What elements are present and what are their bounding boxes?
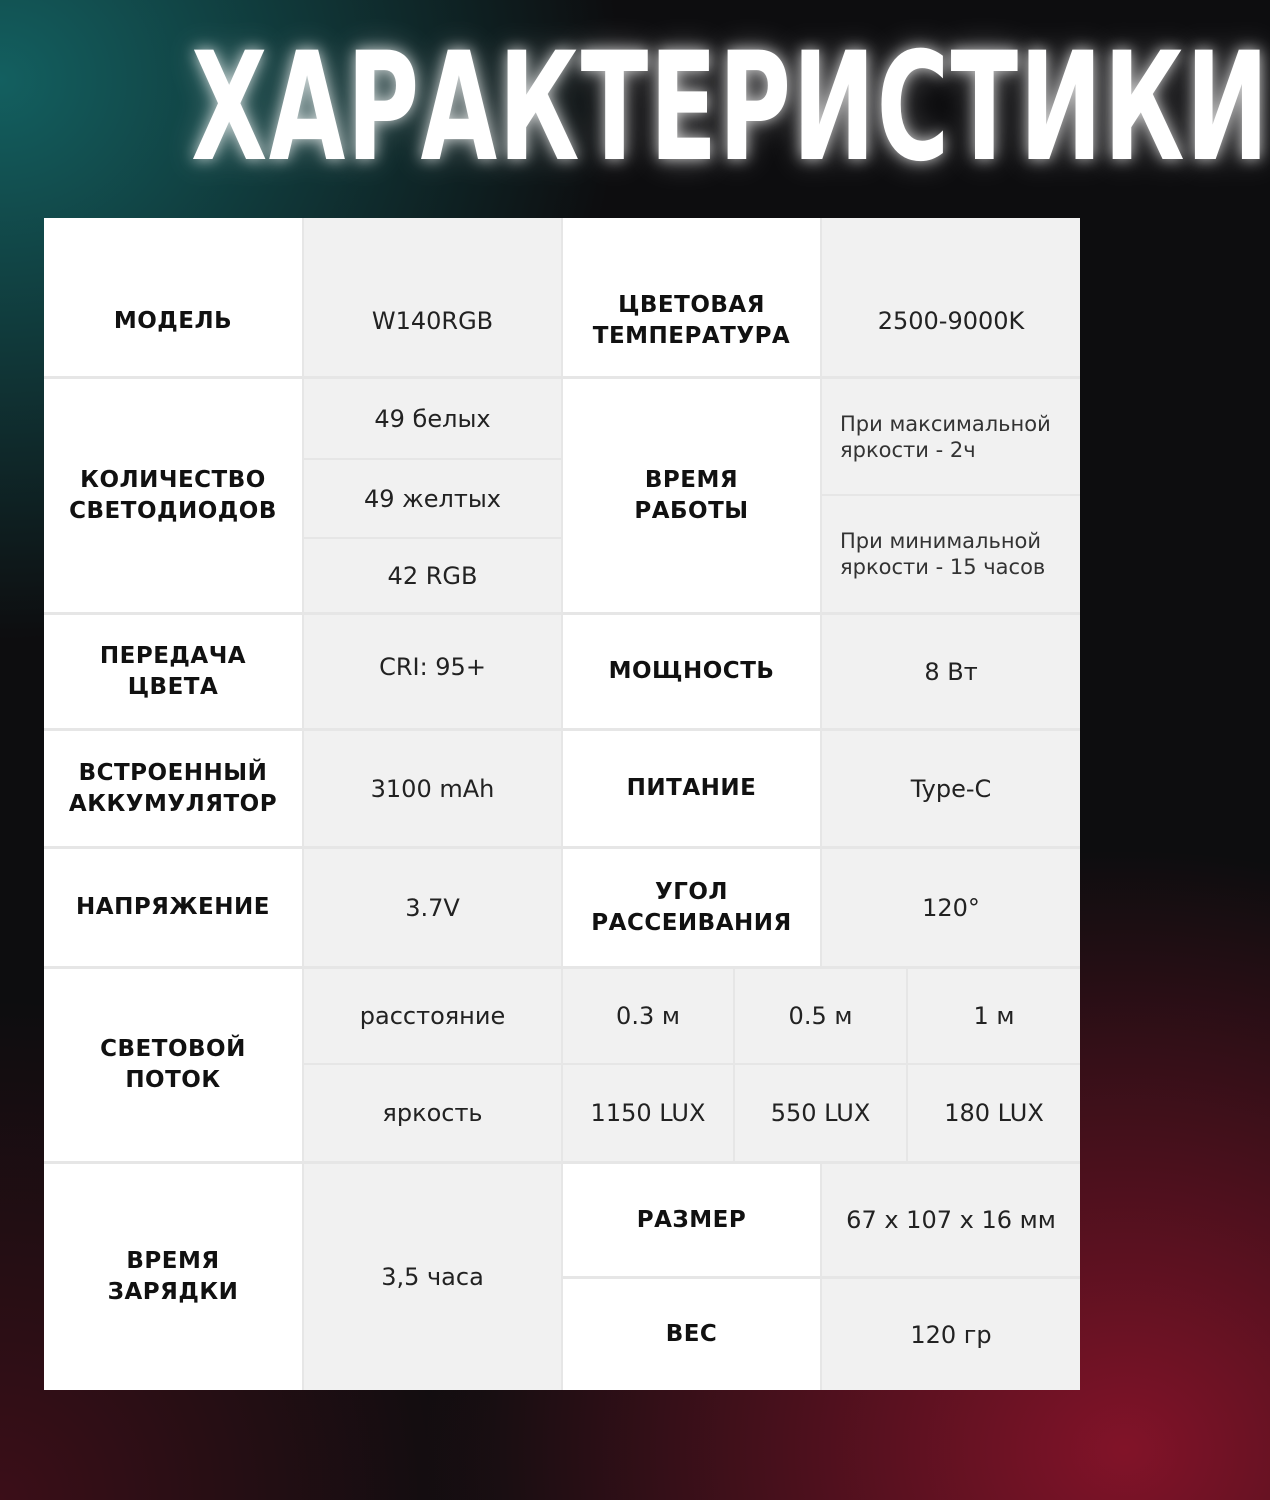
distance-value: 0.5 м: [735, 969, 906, 1063]
runtime-max-value: При максимальной яркости - 2ч: [822, 379, 1080, 494]
battery-value: 3100 mAh: [304, 731, 561, 846]
led-count-label: КОЛИЧЕСТВО СВЕТОДИОДОВ: [44, 379, 302, 612]
specs-table: [44, 218, 1080, 1390]
supply-value: Type-C: [822, 731, 1080, 846]
led-rgb-value: 42 RGB: [304, 539, 561, 612]
charge-time-value: 3,5 часа: [304, 1164, 561, 1390]
distance-label: расстояние: [304, 969, 561, 1063]
power-value: 8 Вт: [822, 615, 1080, 728]
weight-value: 120 гр: [822, 1279, 1080, 1390]
color-temperature-value: 2500-9000K: [822, 266, 1080, 376]
model-value: W140RGB: [304, 266, 561, 376]
brightness-label: яркость: [304, 1065, 561, 1161]
table-top-strip: [304, 218, 561, 266]
supply-label: ПИТАНИЕ: [563, 731, 820, 846]
page-title: ХАРАКТЕРИСТИКИ: [191, 21, 1270, 195]
size-value: 67 x 107 x 16 мм: [822, 1164, 1080, 1276]
brightness-value: 1150 LUX: [563, 1065, 733, 1161]
brightness-value: 180 LUX: [908, 1065, 1080, 1161]
table-top-strip: [822, 218, 1080, 266]
power-label: МОЩНОСТЬ: [563, 615, 820, 728]
beam-angle-value: 120°: [822, 849, 1080, 966]
cri-value: CRI: 95+: [304, 615, 561, 728]
distance-value: 0.3 м: [563, 969, 733, 1063]
runtime-min-value: При минимальной яркости - 15 часов: [822, 496, 1080, 612]
color-rendering-label: ПЕРЕДАЧА ЦВЕТА: [44, 615, 302, 728]
table-top-strip: [44, 218, 302, 266]
brightness-value: 550 LUX: [735, 1065, 906, 1161]
distance-value: 1 м: [908, 969, 1080, 1063]
weight-label: ВЕС: [563, 1279, 820, 1390]
charge-time-label: ВРЕМЯ ЗАРЯДКИ: [44, 1164, 302, 1390]
voltage-value: 3.7V: [304, 849, 561, 966]
runtime-label: ВРЕМЯ РАБОТЫ: [563, 379, 820, 612]
color-temperature-label: ЦВЕТОВАЯ ТЕМПЕРАТУРА: [563, 266, 820, 376]
size-label: РАЗМЕР: [563, 1164, 820, 1276]
luminous-flux-label: СВЕТОВОЙ ПОТОК: [44, 969, 302, 1161]
beam-angle-label: УГОЛ РАССЕИВАНИЯ: [563, 849, 820, 966]
led-white-value: 49 белых: [304, 379, 561, 458]
battery-label: ВСТРОЕННЫЙ АККУМУЛЯТОР: [44, 731, 302, 846]
model-label: МОДЕЛЬ: [44, 266, 302, 376]
led-yellow-value: 49 желтых: [304, 460, 561, 537]
voltage-label: НАПРЯЖЕНИЕ: [44, 849, 302, 966]
table-top-strip: [563, 218, 820, 266]
